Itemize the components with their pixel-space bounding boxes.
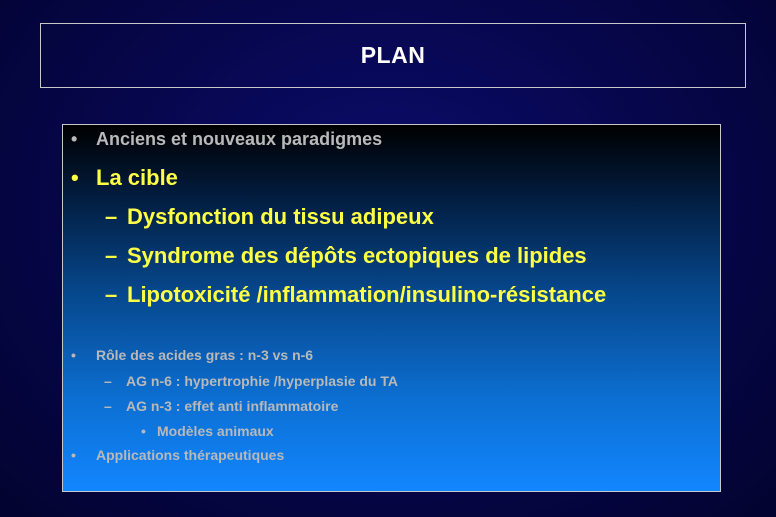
sub-sub-item-text: Modèles animaux (157, 423, 274, 439)
bullet-item (63, 165, 720, 193)
sub-item (63, 282, 720, 310)
sub-item-text: Lipotoxicité /inflammation/insulino-résistance (127, 282, 607, 307)
bullet-text: Applications thérapeutiques (96, 447, 285, 463)
sub-item (63, 243, 720, 271)
sub-item-text: AG n-3 : effet anti inflammatoire (126, 398, 339, 414)
dash-mark: – (105, 243, 118, 268)
slide-title: PLAN (360, 42, 426, 68)
content-box (62, 124, 721, 492)
sub-item (63, 398, 720, 418)
dash-mark: – (105, 204, 118, 229)
title-box (40, 23, 746, 88)
sub-item-text: Dysfonction du tissu adipeux (127, 204, 434, 229)
bullet-dot: • (71, 129, 78, 149)
sub-item (63, 204, 720, 232)
bullet-dot: • (71, 347, 76, 363)
bullet-text: Rôle des acides gras : n-3 vs n-6 (96, 347, 314, 363)
dash-mark: – (105, 282, 118, 307)
bullet-item (63, 129, 720, 153)
bullet-item (63, 447, 720, 467)
sub-sub-item (63, 423, 720, 443)
sub-item-text: AG n-6 : hypertrophie /hyperplasie du TA (126, 373, 398, 389)
bullet-dot: • (71, 447, 76, 463)
sub-item (63, 373, 720, 393)
sub-item-text: Syndrome des dépôts ectopiques de lipides (127, 243, 587, 268)
dash-mark: – (104, 373, 112, 389)
bullet-text: La cible (96, 165, 178, 190)
bullet-item (63, 347, 720, 367)
bullet-dot: • (141, 423, 146, 439)
bullet-dot: • (71, 165, 79, 190)
dash-mark: – (104, 398, 112, 414)
bullet-text: Anciens et nouveaux paradigmes (96, 129, 383, 149)
